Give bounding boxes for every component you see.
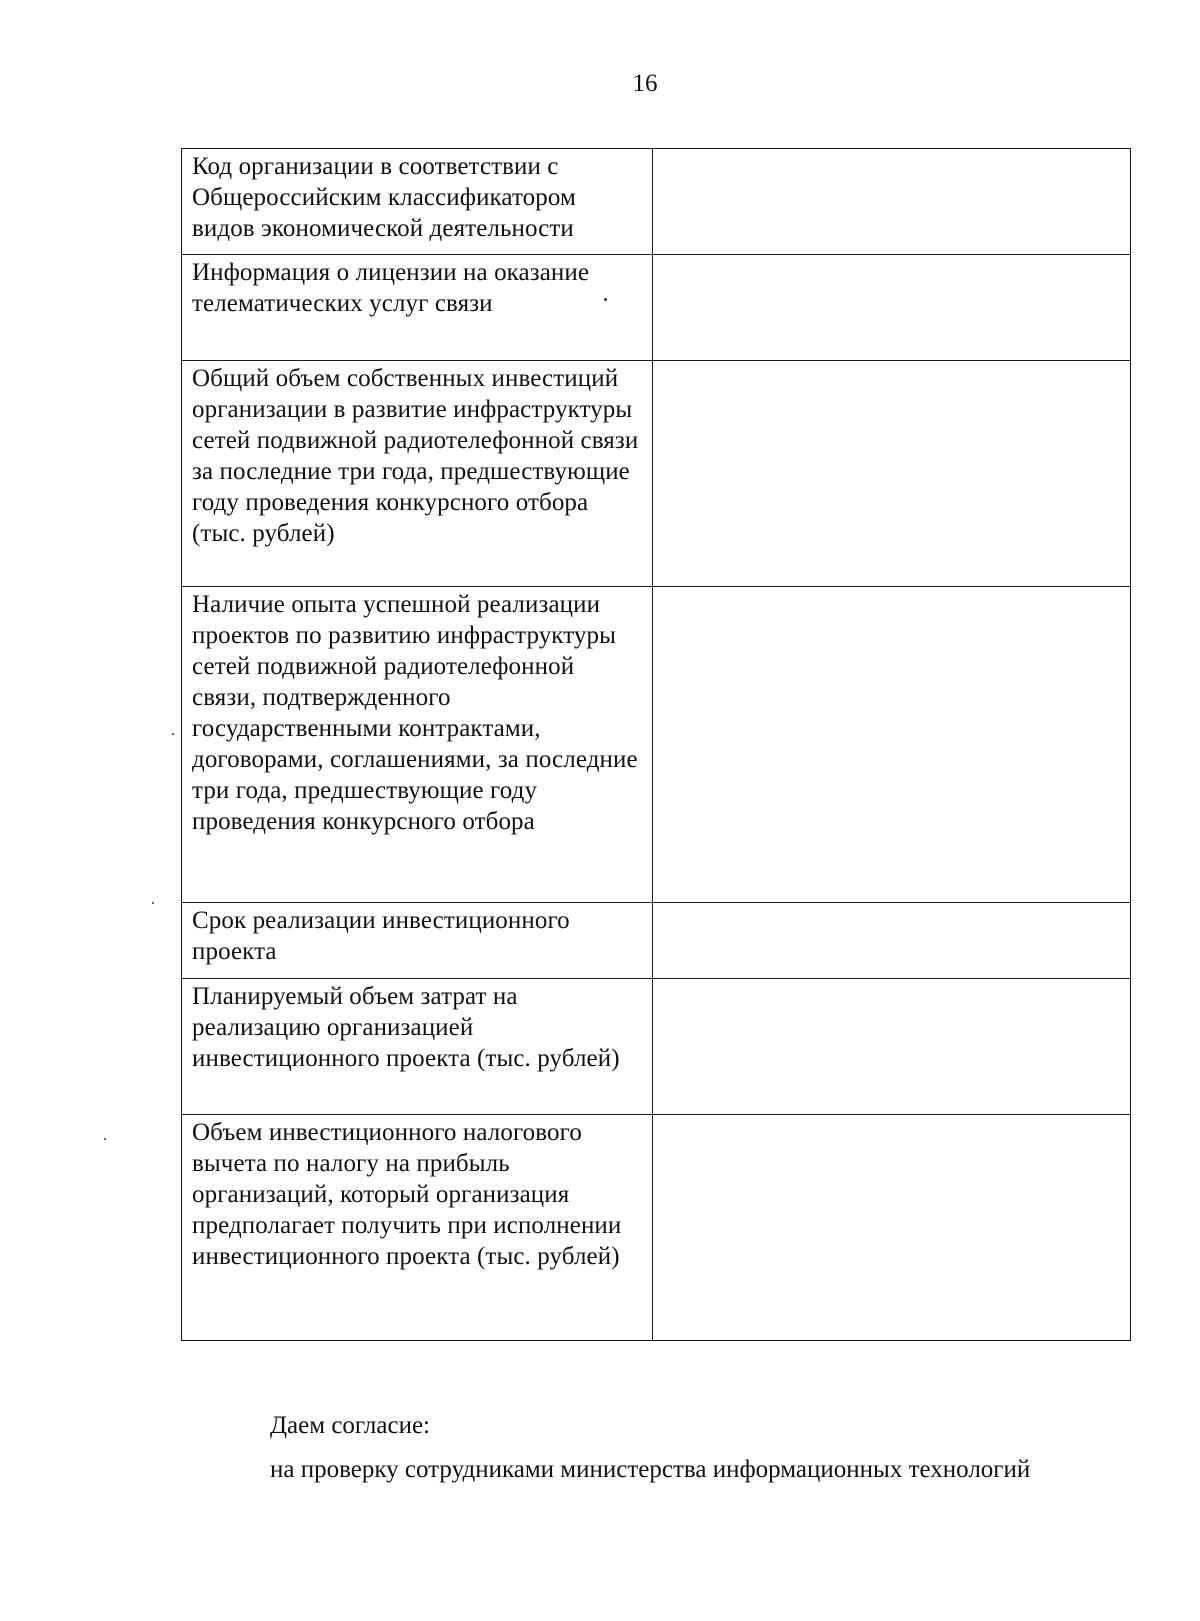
- table-row: [182, 979, 1131, 1115]
- row-label-tax-deduction: Объем инвестиционного налогового вычета по налогу на прибыль организаций, который организация предполагает получить при исполнении инвестиционного проекта (тыс. рублей): [182, 1115, 653, 1341]
- row-label-project-term: Срок реализации инвестиционного проекта: [182, 903, 653, 979]
- table-row: [182, 255, 1131, 361]
- page-number: 16: [632, 70, 658, 97]
- row-label-okved-code: Код организации в соответствии с Общероссийским классификатором видов экономической деятельности: [182, 149, 653, 255]
- scan-speck: [104, 1138, 106, 1140]
- row-label-planned-costs: Планируемый объем затрат на реализацию организацией инвестиционного проекта (тыс. рублей): [182, 979, 653, 1115]
- table-row: [182, 587, 1131, 903]
- application-form-table: [181, 148, 1131, 1341]
- row-label-own-investments: Общий объем собственных инвестиций организации в развитие инфраструктуры сетей подвижной радиотелефонной связи за последние три года, предшествующие году проведения конкурсного отбора (тыс. рублей): [182, 361, 653, 587]
- row-value-own-investments: [653, 361, 1131, 587]
- consent-heading: Даем согласие:: [270, 1412, 430, 1439]
- table-row: [182, 361, 1131, 587]
- row-value-project-experience: [653, 587, 1131, 903]
- row-value-planned-costs: [653, 979, 1131, 1115]
- table-row: [182, 1115, 1131, 1341]
- scan-speck: [604, 298, 607, 301]
- table-row: [182, 149, 1131, 255]
- row-value-okved-code: [653, 149, 1131, 255]
- row-value-license-info: [653, 255, 1131, 361]
- scan-speck: [152, 902, 154, 904]
- consent-text: на проверку сотрудниками министерства информационных технологий: [270, 1456, 1031, 1483]
- row-value-project-term: [653, 903, 1131, 979]
- scan-speck: [172, 733, 174, 735]
- table-row: [182, 903, 1131, 979]
- row-label-project-experience: Наличие опыта успешной реализации проектов по развитию инфраструктуры сетей подвижной радиотелефонной связи, подтвержденного государственными контрактами, договорами, соглашениями, за последние три года, предшествующие году проведения конкурсного отбора: [182, 587, 653, 903]
- row-label-license-info: Информация о лицензии на оказание телематических услуг связи: [182, 255, 653, 361]
- row-value-tax-deduction: [653, 1115, 1131, 1341]
